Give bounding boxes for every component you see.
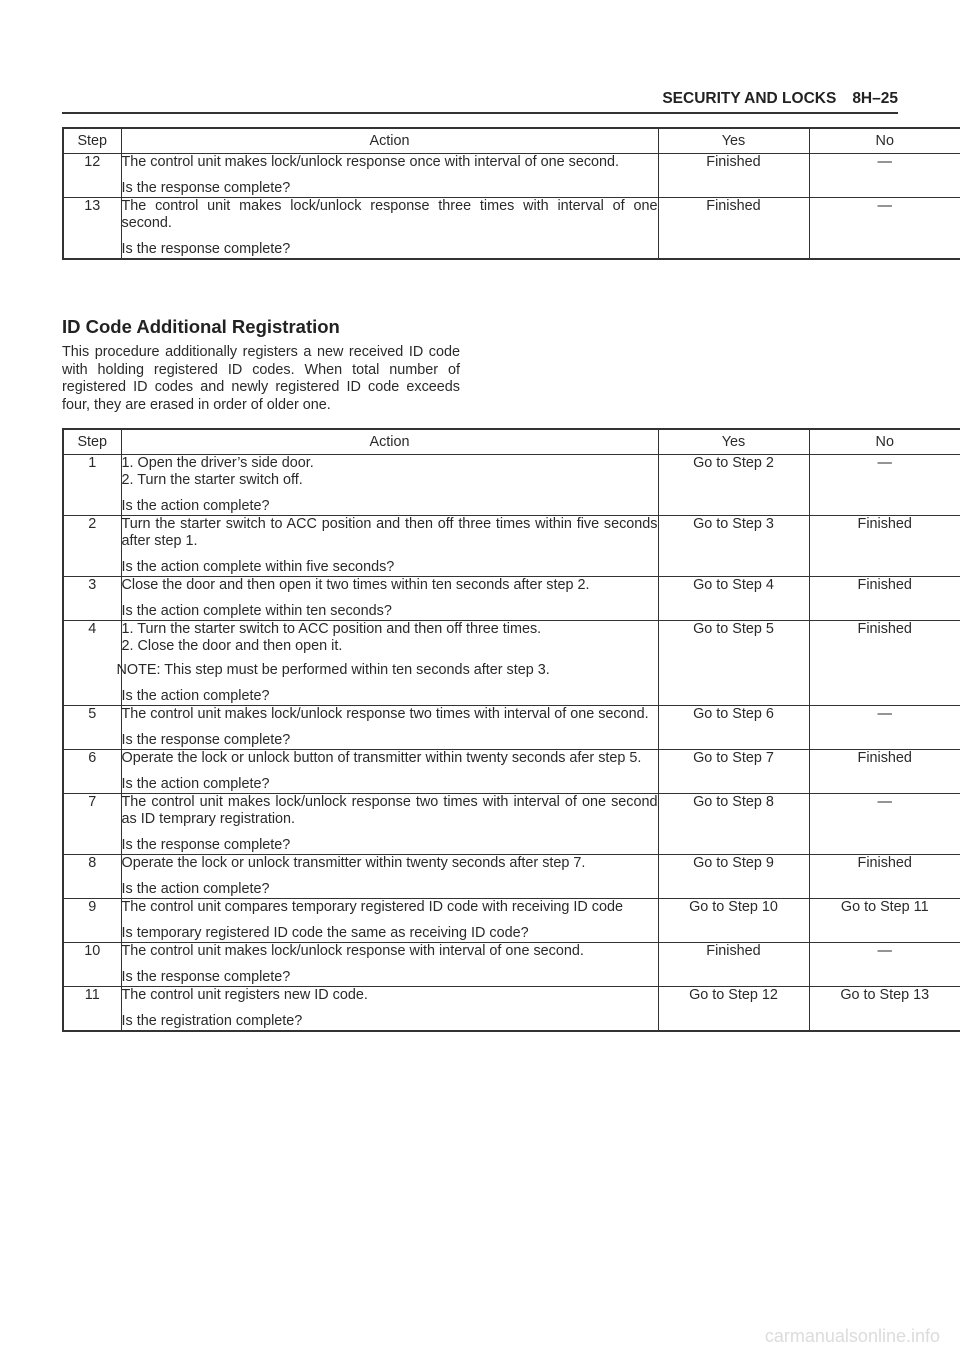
step-number-cell: 6 — [63, 750, 121, 794]
yes-result-cell: Go to Step 8 — [658, 794, 809, 855]
no-result-cell: Finished — [809, 516, 960, 577]
action-cell — [121, 516, 658, 577]
action-numbered-item: 1. Turn the starter switch to ACC position and then off three times. — [121, 621, 542, 637]
step-number-cell: 4 — [63, 621, 121, 706]
col-header-step: Step — [63, 128, 121, 154]
diagnostic-table-1 — [62, 127, 960, 260]
no-result-cell: Go to Step 13 — [809, 987, 960, 1032]
col-header-yes: Yes — [658, 128, 809, 154]
diagnostic-table-2 — [62, 428, 960, 1032]
action-cell — [116, 621, 658, 706]
no-result-cell: — — [809, 794, 960, 855]
header-section: SECURITY AND LOCKS — [662, 90, 837, 107]
action-question: Is the response complete? — [121, 837, 291, 853]
step-number-cell: 2 — [63, 516, 121, 577]
action-question: Is the action complete? — [121, 776, 270, 792]
yes-result-cell: Finished — [658, 198, 809, 260]
col-header-action: Action — [121, 128, 658, 154]
action-text: The control unit makes lock/unlock response with interval of one second. — [121, 943, 584, 959]
table-header-row — [63, 128, 960, 154]
no-result-cell: — — [809, 198, 960, 260]
action-text: The control unit makes lock/unlock response two times with interval of one second as ID temprary registration. — [121, 794, 658, 827]
table-row — [63, 154, 960, 198]
action-question: Is the action complete? — [121, 498, 270, 514]
col-header-yes: Yes — [658, 429, 809, 455]
yes-result-cell: Go to Step 10 — [658, 899, 809, 943]
header-page-number: 8H–25 — [852, 90, 898, 107]
no-result-cell: Finished — [809, 577, 960, 621]
action-cell — [121, 198, 658, 260]
no-result-cell: — — [809, 943, 960, 987]
yes-result-cell: Go to Step 6 — [658, 706, 809, 750]
yes-result-cell: Go to Step 12 — [658, 987, 809, 1032]
yes-result-cell: Go to Step 9 — [658, 855, 809, 899]
action-cell — [121, 577, 658, 621]
step-number-cell: 10 — [63, 943, 121, 987]
action-text: The control unit compares temporary registered ID code with receiving ID code — [121, 899, 624, 915]
action-question: Is the response complete? — [121, 241, 291, 257]
yes-result-cell: Go to Step 2 — [658, 455, 809, 516]
table-row — [63, 855, 960, 899]
table-row — [63, 943, 960, 987]
col-header-step: Step — [63, 429, 121, 455]
no-result-cell: — — [809, 154, 960, 198]
action-cell — [121, 855, 658, 899]
table-row — [63, 794, 960, 855]
step-number-cell: 9 — [63, 899, 121, 943]
action-cell — [121, 706, 658, 750]
action-cell — [121, 455, 658, 516]
table-row — [63, 577, 960, 621]
no-result-cell: Go to Step 11 — [809, 899, 960, 943]
action-cell — [121, 794, 658, 855]
action-cell — [121, 899, 658, 943]
action-question: Is the action complete within five seconds? — [121, 559, 395, 575]
no-result-cell: Finished — [809, 621, 960, 706]
action-text: Operate the lock or unlock transmitter within twenty seconds after step 7. — [121, 855, 586, 871]
step-number-cell: 7 — [63, 794, 121, 855]
action-text: Operate the lock or unlock button of transmitter within twenty seconds afer step 5. — [121, 750, 642, 766]
action-text: The control unit makes lock/unlock response two times with interval of one second. — [121, 706, 649, 722]
no-result-cell: — — [809, 706, 960, 750]
action-question: Is the action complete? — [121, 688, 270, 704]
step-number-cell: 11 — [63, 987, 121, 1032]
action-cell — [121, 750, 658, 794]
no-result-cell: Finished — [809, 750, 960, 794]
action-numbered-item: 1. Open the driver’s side door. — [121, 455, 314, 471]
yes-result-cell: Finished — [658, 943, 809, 987]
table-row — [63, 899, 960, 943]
action-text: The control unit makes lock/unlock response once with interval of one second. — [121, 154, 620, 170]
table-row — [63, 706, 960, 750]
watermark-text: carmanualsonline.info — [764, 1326, 940, 1346]
no-result-cell: Finished — [809, 855, 960, 899]
section-title: ID Code Additional Registration — [62, 316, 340, 337]
action-question: Is the action complete within ten seconds? — [121, 603, 392, 619]
yes-result-cell: Go to Step 7 — [658, 750, 809, 794]
step-number-cell: 13 — [63, 198, 121, 260]
yes-result-cell: Go to Step 4 — [658, 577, 809, 621]
yes-result-cell: Go to Step 3 — [658, 516, 809, 577]
action-cell — [121, 987, 658, 1032]
step-number-cell: 8 — [63, 855, 121, 899]
col-header-action: Action — [121, 429, 658, 455]
action-question: Is the response complete? — [121, 180, 291, 196]
step-number-cell: 12 — [63, 154, 121, 198]
table-row — [63, 516, 960, 577]
step-number-cell: 3 — [63, 577, 121, 621]
table-header-row — [63, 429, 960, 455]
action-note: NOTE: This step must be performed within ten seconds after step 3. — [116, 662, 550, 678]
action-text: The control unit makes lock/unlock response three times with interval of one second. — [121, 198, 658, 231]
table-row — [63, 750, 960, 794]
action-question: Is the action complete? — [121, 881, 270, 897]
action-cell — [121, 943, 658, 987]
action-numbered-item: 2. Close the door and then open it. — [121, 638, 343, 654]
section-intro: This procedure additionally registers a new received ID code with holding registered ID codes. When total number of registered ID codes and newly registered ID code exceeds four, they are erased in order of older one. — [62, 344, 460, 413]
action-cell — [121, 154, 658, 198]
yes-result-cell: Go to Step 5 — [658, 621, 809, 706]
action-text: Close the door and then open it two times within ten seconds after step 2. — [121, 577, 590, 593]
table-row — [63, 455, 960, 516]
page-header — [62, 86, 898, 114]
action-question: Is temporary registered ID code the same as receiving ID code? — [121, 925, 529, 941]
table-row — [63, 987, 960, 1032]
action-numbered-item: 2. Turn the starter switch off. — [121, 472, 303, 488]
action-question: Is the response complete? — [121, 732, 291, 748]
no-result-cell: — — [809, 455, 960, 516]
yes-result-cell: Finished — [658, 154, 809, 198]
header-title — [662, 90, 898, 108]
action-question: Is the response complete? — [121, 969, 291, 985]
action-question: Is the registration complete? — [121, 1013, 303, 1029]
col-header-no: No — [809, 429, 960, 455]
step-number-cell: 5 — [63, 706, 121, 750]
header-rule — [62, 112, 898, 114]
table-row — [63, 198, 960, 260]
action-text: The control unit registers new ID code. — [121, 987, 368, 1003]
step-number-cell: 1 — [63, 455, 121, 516]
col-header-no: No — [809, 128, 960, 154]
table-row — [63, 621, 960, 706]
action-text: Turn the starter switch to ACC position and then off three times within five seconds after step 1. — [121, 516, 658, 549]
